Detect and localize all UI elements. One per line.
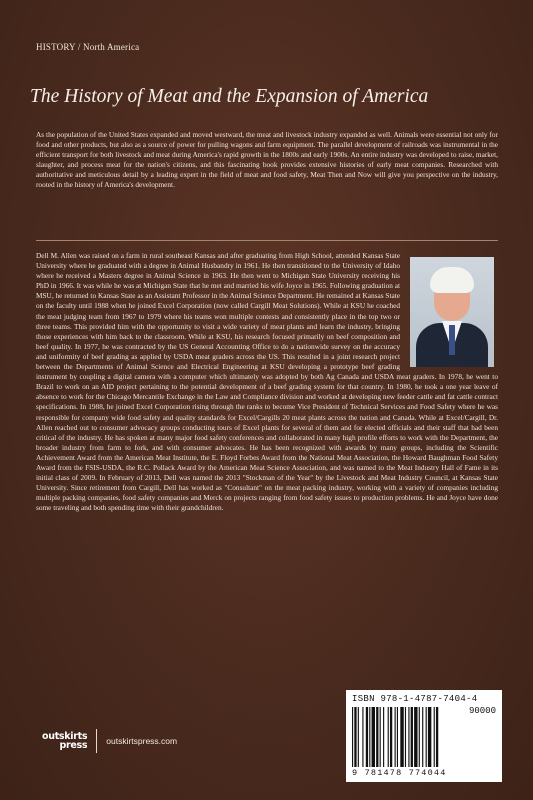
publisher-block xyxy=(42,728,177,754)
publisher-logo xyxy=(42,732,87,750)
publisher-website: outskirtspress.com xyxy=(106,736,178,746)
divider xyxy=(36,240,498,241)
logo-line2: press xyxy=(59,740,88,751)
author-bio xyxy=(36,251,498,513)
barcode-box xyxy=(346,690,502,782)
book-description: As the population of the United States expanded and moved westward, the meat and livestock industry expanded as well. Animals were essential not only for food and other products, but also as a source of power for pulling wagons and farm equipment. The parallel development of railroads was instrumental in the efficient transport for both livestock and meat during America's rapid growth in the 1800s and early 1900s. An entire industry was developed to raise, market, slaughter, and process meat for the nation's citizens, and this fascinating book provides extensive histories of early meat companies. Researched with authoritative and meticulous detail by a leading expert in the field of meat and food safety, Meat Then and Now will give you perspective on the industry, rooted in the history of America's development. xyxy=(36,130,498,190)
price-code: 90000 xyxy=(468,706,496,716)
barcode-icon xyxy=(352,707,496,767)
logo-line1: outskirts xyxy=(42,731,88,742)
author-photo xyxy=(410,257,494,367)
author-bio-text: Dell M. Allen was raised on a farm in rural southeast Kansas and after graduating from High School, attended Kansas State University where he graduated with a degree in Animal Husbandry in 1961. He then transitioned to the University of Idaho where he received a Masters degree in Animal Science in 1963. He then went to Michigan State University receiving his PhD in 1966. It was while he was at Michigan State that he met and married his wife Joyce in 1965. Following graduation at MSU, he returned to Kansas State as an Assistant Professor in the Animal Science Department. He remained at Kansas State on the faculty until 1988 when he joined Excel Corporation (now called Cargill Meat Solutions). While at KSU he coached the meat judging team from 1967 to 1979 where his teams won multiple contests and consistently place in the top two or three teams. This provided him with the opportunity to visit a wide variety of meat plants and learn the industry, bringing those experiences with him back to the classroom. While at KSU, his research focused primarily on beef composition and beef quality. In 1977, he was contracted by the US General Accounting Office to do a nationwide survey on the accuracy and uniformity of beef grading as applied by USDA meat graders across the US. This resulted in a joint research project between the Departments of Animal Science and Electrical Engineering at KSU developing a prototype beef grading instrument by coupling a digital camera with a computer which ultimately was adopted by both Ag Canada and USDA meat graders. In 1978, he went to Brazil to work on an AID project pertaining to the potential development of a beef grading system for that country. In 1980, he took a one year leave of absence to work for the Chicago Mercantile Exchange in the Law and Compliance division and worked at developing new feeder cattle and fat cattle contract specifications. In 1988, he joined Excel Corporation rising through the ranks to become Vice President of Technical Services and Food Safety where he was responsible for company wide food safety and quality standards for Excel/Cargills 20 meat plants across the nation and Canada. While at Excel/Cargill, Dr. Allen reached out to consumer advocacy groups conducting tours of Excel plants for several of them and for elected officials and their staff that had been critical of the industry. He has spoken at many major food safety conferences and collaborated in many high profile efforts to work with the Department, the broader industry from farm to fork, and with consumer advocates. He has been recognized with awards by many groups, including the Scientific Achievement Award from the American Meat Institute, the E. Floyd Forbes Award from the National Meat Association, the Howard Baughman Food Safety Award from the FSIS-USDA, the R.C. Pollack Award by the American Meat Science Association, and was named to the Meat Industry Hall of Fame in its initial class of 2009. In February of 2013, Dell was named the 2013 "Stockman of the Year" by the Livestock and Meat Industry Council, at Kansas State University. Since retirement from Cargill, Dell has worked as "Consultant" on the meat packing industry, working with a variety of companies including multiple packing companies, food safety companies and Merck on projects ranging from food safety issues to production problems. He and Joyce have done some traveling and both spending time with their grandchildren. xyxy=(36,251,498,513)
category-label: HISTORY / North America xyxy=(36,42,140,52)
barcode-number: 9 781478 774044 xyxy=(352,768,447,778)
isbn-text: ISBN 978-1-4787-7404-4 xyxy=(352,694,478,704)
publisher-separator xyxy=(96,729,97,753)
book-title: The History of Meat and the Expansion of America xyxy=(30,86,429,107)
